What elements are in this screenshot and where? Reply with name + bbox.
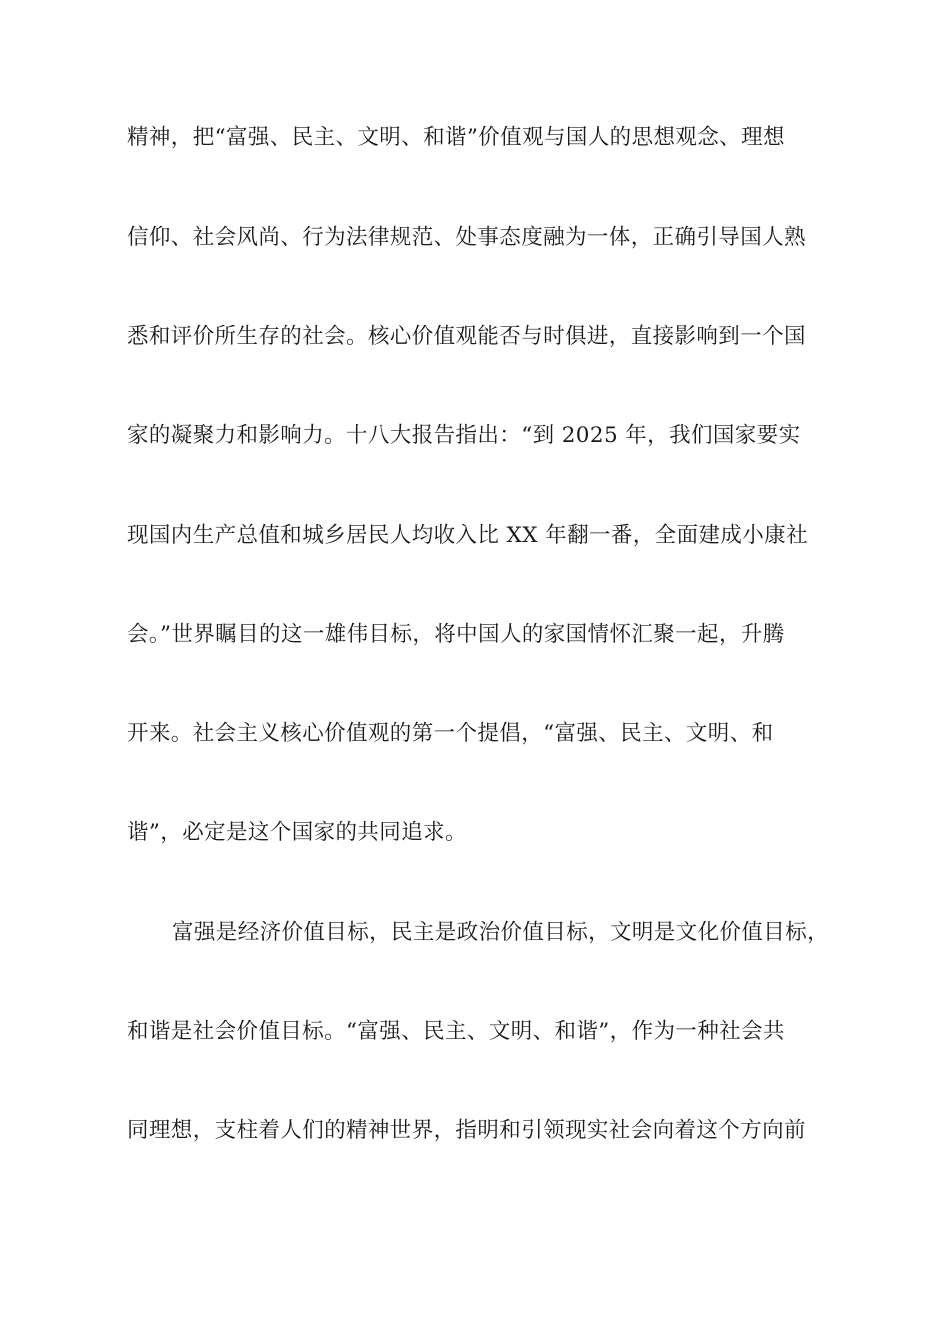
text-line: 谐”，必定是这个国家的共同追求。 (127, 820, 467, 845)
text-line: 和谐是社会价值目标。“富强、民主、文明、和谐”，作为一种社会共 (127, 1019, 785, 1044)
text-line: 开来。社会主义核心价值观的第一个提倡，“富强、民主、文明、和 (127, 721, 774, 746)
text-line: 悉和评价所生存的社会。核心价值观能否与时俱进，直接影响到一个国 (127, 324, 806, 349)
text-line: 现国内生产总值和城乡居民人均收入比 XX 年翻一番，全面建成小康社 (127, 523, 808, 548)
text-line: 家的凝聚力和影响力。十八大报告指出：“到 2025 年，我们国家要实 (127, 423, 801, 448)
text-line: 精神，把“富强、民主、文明、和谐”价值观与国人的思想观念、理想 (127, 125, 785, 150)
text-line: 同理想，支柱着人们的精神世界，指明和引领现实社会向着这个方向前 (127, 1118, 806, 1143)
text-line: 信仰、社会风尚、行为法律规范、处事态度融为一体，正确引导国人熟 (127, 225, 806, 250)
text-line: 富强是经济价值目标，民主是政治价值目标，文明是文化价值目标， (172, 920, 830, 945)
text-line: 会。”世界瞩目的这一雄伟目标，将中国人的家国情怀汇聚一起，升腾 (127, 622, 785, 647)
